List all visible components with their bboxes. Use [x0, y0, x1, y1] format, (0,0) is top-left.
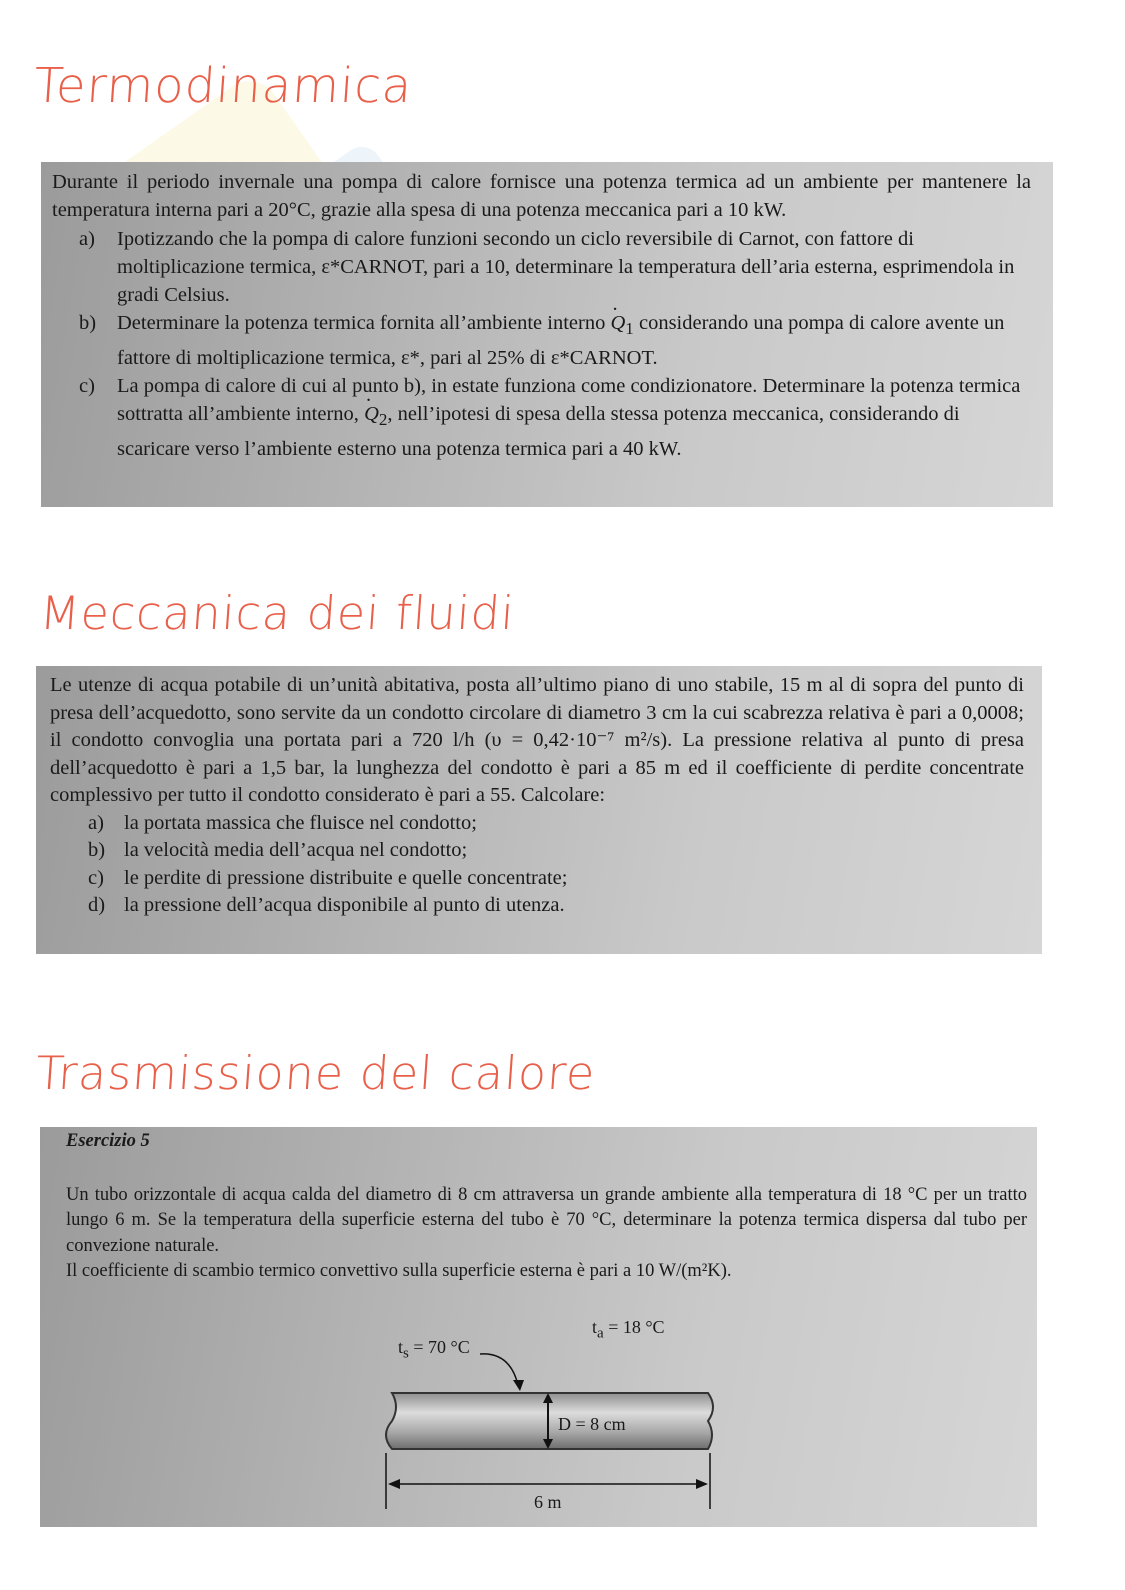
- item-label: d): [88, 894, 106, 916]
- exercise-meccanica-fluidi: [36, 666, 1042, 954]
- heading-meccanica-fluidi: Meccanica dei fluidi: [38, 586, 517, 640]
- item-label: b): [79, 312, 97, 335]
- diameter-label: D = 8 cm: [558, 1414, 626, 1434]
- exercise-1-intro: Durante il periodo invernale una pompa di calore fornisce una potenza termica ad un ambiente per mantenere la temperatura interna pari a 20°C, grazie alla spesa di una potenza meccanica pari a 10 kW.: [52, 171, 1031, 222]
- list-item: [88, 865, 1024, 893]
- exercise-2-intro: Le utenze di acqua potabile di un’unità abitativa, posta all’ultimo piano di uno stabile, 15 m al di sopra del punto di presa dell’acquedotto, sono servite da un condotto circolare di diametro 3 cm la cui scabrezza relativa è pari a 0,0008; il condotto convoglia una portata pari a 720 l/h (υ = 0,42·10⁻⁷ m²/s). La pressione relativa al punto di presa dell’acquedotto è pari a 1,5 bar, la lunghezza del condotto è pari a 85 m ed il coefficiente di perdite concentrate complessivo per tutto il condotto considerato è pari a 55. Calcolare:: [50, 674, 1024, 806]
- heading-trasmissione-calore: Trasmissione del calore: [34, 1046, 598, 1100]
- item-text: la pressione dell’acqua disponibile al punto di utenza.: [124, 894, 565, 916]
- item-text: le perdite di pressione distribuite e quelle concentrate;: [124, 866, 568, 889]
- item-label: b): [88, 839, 106, 861]
- q1-subscript: 1: [625, 319, 634, 339]
- q1-symbol: . Q: [610, 309, 625, 337]
- exercise-1-item-c: [52, 372, 1031, 463]
- exercise-2-list: [50, 810, 1024, 920]
- exercise-termodinamica: [41, 162, 1053, 507]
- item-text: la portata massica che fluisce nel condotto;: [124, 811, 477, 834]
- item-text-cont: , nell’ipotesi di spesa della stessa potenza meccanica, considerando di scaricare verso l’ambiente esterno una potenza termica pari a 40 kW.: [117, 403, 960, 460]
- ambient-temperature-label: $t_a = 18$ °C: [592, 1317, 665, 1342]
- item-text-cont: considerando una pompa di calore avente un fattore di moltiplicazione termica, ε*, pari al 25% di ε*CARNOT.: [117, 312, 1005, 369]
- q2-subscript: 2: [378, 410, 388, 430]
- exercise-trasmissione-calore: [40, 1127, 1037, 1527]
- item-label: a): [79, 227, 95, 250]
- exercise-3-coefficient: Il coefficiente di scambio termico convettivo sulla superficie esterna è pari a 10 W/(m²K).: [66, 1261, 732, 1281]
- item-text: La pompa di calore di cui al punto b), in estate funziona come condizionatore. Determinare la potenza termica sottratta all’ambiente interno,: [117, 375, 1021, 426]
- exercise-1-item-b: [52, 309, 1031, 372]
- item-label: a): [88, 811, 104, 834]
- exercise-title: Esercizio 5: [66, 1131, 150, 1151]
- item-label: c): [79, 375, 95, 398]
- exercise-3-text: Un tubo orizzontale di acqua calda del diametro di 8 cm attraversa un grande ambiente alla temperatura di 18 °C per un tratto lungo 6 m. Se la temperatura della superficie esterna del tubo è 70 °C, determinare la potenza termica dispersa dal tubo per convezione naturale.: [66, 1184, 1027, 1256]
- pipe-figure: [40, 1127, 1037, 1527]
- pipe-drawing: [40, 1127, 1037, 1527]
- length-label: 6 m: [534, 1492, 562, 1512]
- list-item: [88, 837, 1024, 865]
- q2-symbol: . Q: [364, 400, 379, 428]
- heading-termodinamica: Termodinamica: [32, 58, 415, 114]
- item-text: la velocità media dell’acqua nel condotto;: [124, 839, 468, 861]
- exercise-1-item-a: [52, 225, 1031, 310]
- list-item: [88, 810, 1024, 838]
- list-item: [88, 892, 1024, 920]
- item-text: Ipotizzando che la pompa di calore funzioni secondo un ciclo reversibile di Carnot, con fattore di moltiplicazione termica, ε*CARNOT, pari a 10, determinare la temperatura dell’aria esterna, esprimendola in gradi Celsius.: [117, 227, 1015, 307]
- surface-temperature-label: $t_s = 70$ °C: [398, 1337, 470, 1362]
- item-text: Determinare la potenza termica fornita all’ambiente interno: [117, 312, 606, 335]
- item-label: c): [88, 866, 104, 889]
